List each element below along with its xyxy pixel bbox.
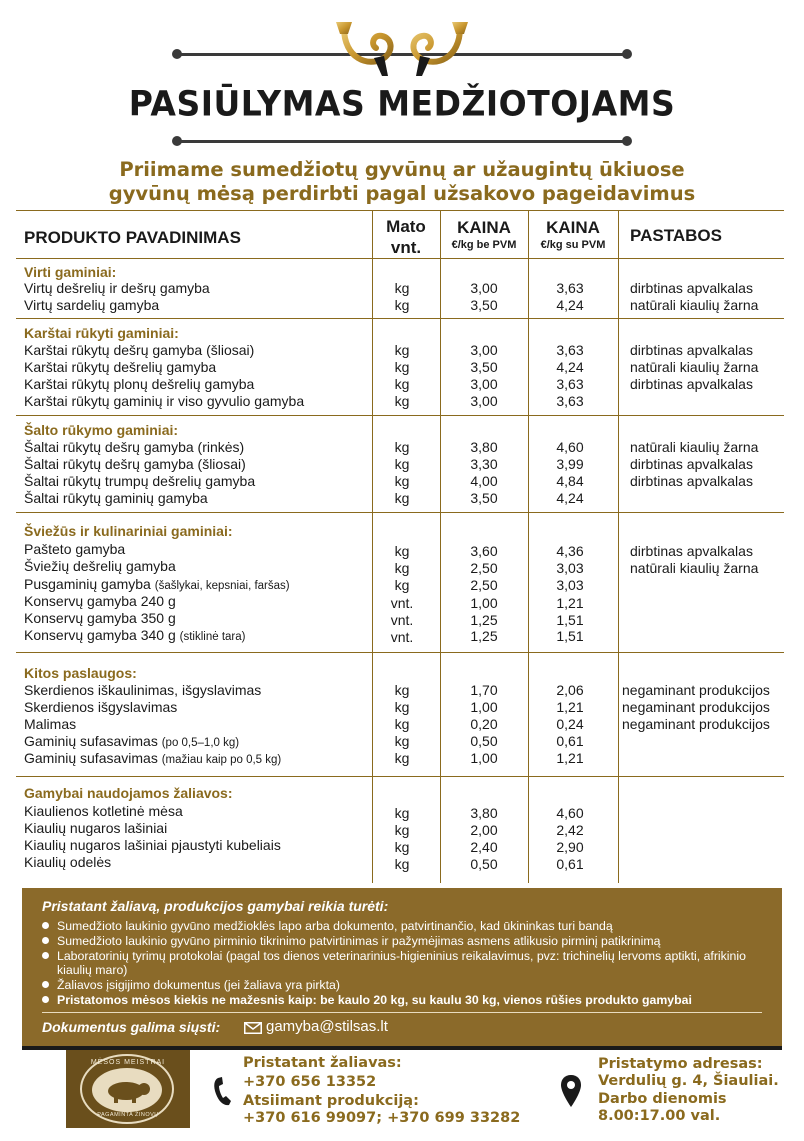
notes: dirbtinas apvalkalas (630, 280, 753, 296)
price-without-vat: 3,80 (470, 805, 498, 821)
product-name: Šviežių dešrelių gamyba (24, 558, 176, 574)
product-name: Kiaulių nugaros lašiniai pjaustyti kubeliais (24, 837, 281, 853)
unit: kg (394, 456, 410, 472)
section-rule (16, 776, 784, 777)
product-name: Karštai rūkytų gaminių ir viso gyvulio gamyba (24, 393, 305, 409)
list-item (42, 919, 772, 933)
product-name-detail: (šašlykai, kepsniai, faršas) (154, 580, 290, 592)
header-unit-line2: vnt. (390, 238, 422, 257)
price-with-vat: 1,21 (556, 750, 584, 766)
price-without-vat: 2,50 (470, 560, 498, 576)
logo-text-bottom: PAGAMINTA ŽINOVŲ (97, 1112, 159, 1118)
page-subtitle (0, 158, 804, 206)
price-with-vat: 0,61 (556, 856, 584, 872)
header-unit-line1: Mato (386, 217, 426, 236)
unit: kg (394, 439, 410, 455)
product-name: Konservų gamyba 350 g (24, 610, 176, 626)
section-title: Virti gaminiai: (24, 264, 117, 280)
product-name: Šaltai rūkytų dešrų gamyba (šliosai) (24, 456, 246, 472)
price-with-vat: 2,90 (556, 839, 584, 855)
location-pin-icon (560, 1074, 582, 1108)
notes: dirbtinas apvalkalas (630, 543, 753, 559)
price-without-vat: 3,50 (470, 297, 498, 313)
requirements-title: Pristatant žaliavą, produkcijos gamybai reikia turėti: (42, 898, 389, 914)
product-name: Kiaulių nugaros lašiniai (24, 820, 168, 836)
section-title: Karštai rūkyti gaminiai: (24, 325, 179, 341)
unit: kg (394, 699, 410, 715)
hours-label: Darbo dienomis (598, 1091, 727, 1107)
price-with-vat: 1,51 (556, 628, 584, 644)
phone-icon (212, 1074, 234, 1108)
address-label: Pristatymo adresas: (598, 1056, 763, 1072)
price-without-vat: 4,00 (470, 473, 498, 489)
price-without-vat: 3,00 (470, 393, 498, 409)
title-bottom-divider (178, 140, 626, 143)
unit: vnt. (390, 629, 414, 645)
price-with-vat: 4,84 (556, 473, 584, 489)
notes: natūrali kiaulių žarna (630, 297, 759, 313)
requirement-text: Sumedžioto laukinio gyvūno pirminio tikrinimo patvirtinimas ir pažymėjimas asmens atlikusio pirminį patikrinimą (57, 934, 661, 948)
bullet-icon (42, 996, 49, 1003)
header-price-without-vat: KAINA (457, 218, 511, 237)
unit: kg (394, 716, 410, 732)
bullet-icon (42, 922, 49, 929)
unit: kg (394, 822, 410, 838)
notes: natūrali kiaulių žarna (630, 439, 759, 455)
price-without-vat: 3,30 (470, 456, 498, 472)
page-title: PASIŪLYMAS MEDŽIOTOJAMS (128, 83, 676, 124)
requirements-box (22, 888, 782, 1046)
price-with-vat: 4,60 (556, 805, 584, 821)
price-with-vat: 1,21 (556, 595, 584, 611)
bullet-icon (42, 937, 49, 944)
table-header-rule (16, 258, 784, 259)
product-name: Malimas (24, 716, 77, 732)
header-notes: PASTABOS (630, 226, 722, 245)
price-with-vat: 4,24 (556, 359, 584, 375)
price-without-vat: 1,70 (470, 682, 498, 698)
unit: kg (394, 342, 410, 358)
product-name-detail: (mažiau kaip po 0,5 kg) (161, 754, 282, 766)
unit: kg (394, 297, 410, 313)
product-name-main: Gaminių sufasavimas (24, 750, 162, 766)
price-without-vat: 1,25 (470, 628, 498, 644)
price-with-vat: 4,60 (556, 439, 584, 455)
price-with-vat: 3,63 (556, 342, 584, 358)
price-without-vat: 3,60 (470, 543, 498, 559)
section-rule (16, 318, 784, 319)
section-title: Šviežūs ir kulinariniai gaminiai: (24, 523, 233, 539)
pig-emblem-icon (102, 1076, 154, 1104)
address: Verdulių g. 4, Šiauliai. (598, 1073, 779, 1089)
header-price-with-vat-unit: €/kg su PVM (540, 239, 606, 251)
unit: kg (394, 393, 410, 409)
column-divider (440, 210, 441, 883)
requirement-text: Pristatomos mėsos kiekis ne mažesnis kaip: be kaulo 20 kg, su kaulu 30 kg, vienos rūšies produkto gamybai (57, 993, 692, 1007)
unit: vnt. (390, 612, 414, 628)
list-item (42, 934, 772, 948)
price-without-vat: 1,00 (470, 699, 498, 715)
unit: kg (394, 733, 410, 749)
unit: kg (394, 473, 410, 489)
product-name: Karštai rūkytų plonų dešrelių gamyba (24, 376, 255, 392)
price-with-vat: 3,63 (556, 393, 584, 409)
price-with-vat: 2,42 (556, 822, 584, 838)
product-name: Virtų dešrelių ir dešrų gamyba (24, 280, 210, 296)
column-divider (618, 210, 619, 883)
product-name: Šaltai rūkytų dešrų gamyba (rinkės) (24, 439, 245, 455)
price-without-vat: 3,00 (470, 280, 498, 296)
price-without-vat: 1,00 (470, 595, 498, 611)
price-without-vat: 0,50 (470, 856, 498, 872)
product-name: Virtų sardelių gamyba (24, 297, 160, 313)
price-with-vat: 0,24 (556, 716, 584, 732)
price-with-vat: 4,24 (556, 490, 584, 506)
price-table (16, 210, 784, 883)
section-title: Gamybai naudojamos žaliavos: (24, 785, 233, 801)
notes: negaminant produkcijos (622, 716, 770, 732)
unit: kg (394, 750, 410, 766)
requirement-text: Sumedžioto laukinio gyvūno medžioklės lapo arba dokumento, patvirtinančio, kad ūkininkas turi bandą (57, 919, 613, 933)
product-name-main: Konservų gamyba 340 g (24, 627, 180, 643)
unit: kg (394, 856, 410, 872)
product-name: Skerdienos išgyslavimas (24, 699, 178, 715)
notes: dirbtinas apvalkalas (630, 456, 753, 472)
price-without-vat: 0,20 (470, 716, 498, 732)
product-name: Šaltai rūkytų trumpų dešrelių gamyba (24, 473, 256, 489)
price-without-vat: 3,00 (470, 376, 498, 392)
price-with-vat: 1,21 (556, 699, 584, 715)
price-with-vat: 2,06 (556, 682, 584, 698)
product-name-detail: (stiklinė tara) (179, 631, 246, 643)
product-name: Šaltai rūkytų gaminių gamyba (24, 490, 208, 506)
product-name-main: Pusgaminių gamyba (24, 576, 155, 592)
documents-label: Dokumentus galima siųsti: (42, 1019, 221, 1035)
product-name-main: Gaminių sufasavimas (24, 733, 162, 749)
header-product-name: PRODUKTO PAVADINIMAS (24, 228, 241, 247)
product-name (24, 750, 281, 769)
pickup-phones[interactable]: +370 616 99097; +370 699 33282 (243, 1110, 521, 1126)
section-title: Šalto rūkymo gaminiai: (24, 422, 179, 438)
price-with-vat: 4,24 (556, 297, 584, 313)
bullet-icon (42, 952, 49, 959)
unit: kg (394, 560, 410, 576)
unit: kg (394, 376, 410, 392)
notes: dirbtinas apvalkalas (630, 473, 753, 489)
price-without-vat: 3,80 (470, 439, 498, 455)
unit: kg (394, 280, 410, 296)
logo-text-top: MĖSOS MEISTRAI (90, 1059, 166, 1066)
email-link[interactable]: gamyba@stilsas.lt (266, 1018, 388, 1035)
product-name: Pašteto gamyba (24, 541, 126, 557)
price-without-vat: 3,50 (470, 490, 498, 506)
subtitle-line-1: Priimame sumedžiotų gyvūnų ar užaugintų ūkiuose (119, 158, 685, 181)
price-with-vat: 3,03 (556, 577, 584, 593)
price-with-vat: 4,36 (556, 543, 584, 559)
price-without-vat: 2,40 (470, 839, 498, 855)
price-without-vat: 2,00 (470, 822, 498, 838)
price-with-vat: 3,63 (556, 280, 584, 296)
unit: vnt. (390, 595, 414, 611)
requirement-text: Žaliavos įsigijimo dokumentus (jei žaliava yra pirkta) (57, 978, 340, 992)
requirement-text: Laboratorinių tyrimų protokolai (pagal tos dienos veterinarinius-higieninius reikalavimus, pvz: trichinelių lervoms aptikti, afrikinio kiaulių maro) (57, 949, 746, 977)
section-rule (16, 512, 784, 513)
notes: dirbtinas apvalkalas (630, 342, 753, 358)
header-price-without-vat-unit: €/kg be PVM (451, 239, 517, 251)
hunting-horns-icon (334, 18, 470, 80)
product-name-detail: (po 0,5–1,0 kg) (161, 737, 240, 749)
product-name: Karštai rūkytų dešrų gamyba (šliosai) (24, 342, 255, 358)
list-item (42, 993, 772, 1007)
notes: negaminant produkcijos (622, 682, 770, 698)
bullet-icon (42, 981, 49, 988)
subtitle-line-2: gyvūnų mėsą perdirbti pagal užsakovo pageidavimus (108, 182, 696, 205)
unit: kg (394, 359, 410, 375)
price-without-vat: 0,50 (470, 733, 498, 749)
unit: kg (394, 805, 410, 821)
notes: negaminant produkcijos (622, 699, 770, 715)
product-name: Kiaulienos kotletinė mėsa (24, 803, 183, 819)
price-with-vat: 0,61 (556, 733, 584, 749)
price-without-vat: 3,50 (470, 359, 498, 375)
working-hours: 8.00:17.00 val. (598, 1108, 721, 1124)
delivery-phone[interactable]: +370 656 13352 (243, 1074, 377, 1090)
pickup-label: Atsiimant produkciją: (243, 1093, 419, 1109)
price-with-vat: 3,99 (556, 456, 584, 472)
delivery-label: Pristatant žaliavas: (243, 1055, 402, 1071)
list-item (42, 978, 772, 992)
list-item (42, 949, 772, 977)
unit: kg (394, 682, 410, 698)
mail-icon (244, 1022, 262, 1034)
product-name: Konservų gamyba 240 g (24, 593, 176, 609)
product-name (24, 627, 245, 646)
notes: dirbtinas apvalkalas (630, 376, 753, 392)
notes: natūrali kiaulių žarna (630, 560, 759, 576)
table-top-rule (16, 210, 784, 211)
divider (42, 1012, 762, 1013)
product-name: Kiaulių odelės (24, 854, 112, 870)
product-name: Karštai rūkytų dešrelių gamyba (24, 359, 217, 375)
price-without-vat: 3,00 (470, 342, 498, 358)
unit: kg (394, 490, 410, 506)
section-rule (16, 415, 784, 416)
price-with-vat: 1,51 (556, 612, 584, 628)
section-title: Kitos paslaugos: (24, 665, 137, 681)
price-without-vat: 1,25 (470, 612, 498, 628)
price-with-vat: 3,63 (556, 376, 584, 392)
unit: kg (394, 543, 410, 559)
unit: kg (394, 839, 410, 855)
product-name: Skerdienos iškaulinimas, išgyslavimas (24, 682, 262, 698)
section-rule (16, 652, 784, 653)
notes: natūrali kiaulių žarna (630, 359, 759, 375)
header-price-with-vat: KAINA (546, 218, 600, 237)
price-with-vat: 3,03 (556, 560, 584, 576)
price-without-vat: 1,00 (470, 750, 498, 766)
unit: kg (394, 577, 410, 593)
company-logo (66, 1050, 190, 1128)
price-without-vat: 2,50 (470, 577, 498, 593)
